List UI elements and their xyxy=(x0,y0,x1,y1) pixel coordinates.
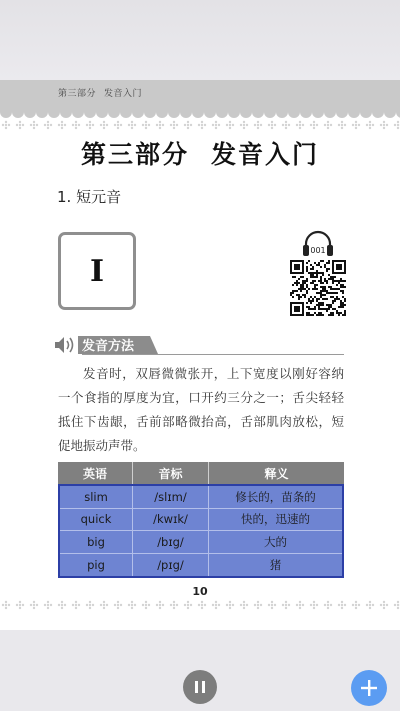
dot-border-bottom xyxy=(0,598,400,612)
table-row[interactable] xyxy=(60,531,342,554)
meaning-cell: 猪 xyxy=(269,557,282,572)
phonetic-cell: /slɪm/ xyxy=(133,486,209,508)
add-button[interactable] xyxy=(351,670,387,706)
table-row[interactable] xyxy=(60,554,342,577)
phonetic-cell: /kwɪk/ xyxy=(133,509,209,531)
header-part: 第三部分 xyxy=(58,89,97,99)
page-title xyxy=(0,135,400,171)
header-meaning: 释义 xyxy=(264,466,289,481)
running-header xyxy=(58,86,142,99)
top-area xyxy=(0,0,400,80)
meaning-cell: 修长的，苗条的 xyxy=(235,489,316,504)
qr-code[interactable] xyxy=(290,260,346,316)
word-cell: big xyxy=(60,531,133,553)
phonetic-cell: /pɪg/ xyxy=(133,554,209,577)
audio-track-number: 001 xyxy=(310,246,326,255)
phonetic-cell: /bɪg/ xyxy=(133,531,209,553)
title-part: 第三部分 xyxy=(80,140,189,169)
method-underline xyxy=(82,354,344,355)
pause-icon xyxy=(193,681,207,693)
word-table-highlight[interactable] xyxy=(58,484,344,578)
word-cell: quick xyxy=(60,509,133,531)
method-heading xyxy=(54,334,344,356)
dot-border-top xyxy=(0,118,400,132)
section-heading: 1. 短元音 xyxy=(57,188,122,206)
table-row[interactable] xyxy=(60,509,342,532)
header-english: 英语 xyxy=(58,462,133,484)
meaning-cell: 大的 xyxy=(264,534,287,549)
method-paragraph: 发音时，双唇微微张开，上下宽度以刚好容纳一个食指的厚度为宜，口开约三分之一；舌尖轻轻抵住下齿龈，舌前部略微抬高，舌部肌肉放松，短促地振动声带。 xyxy=(58,366,344,453)
word-cell: pig xyxy=(60,554,133,577)
table-row[interactable] xyxy=(60,486,342,509)
page-header xyxy=(0,80,400,110)
headphone-icon[interactable] xyxy=(300,230,336,260)
plus-icon xyxy=(360,679,378,697)
table-header xyxy=(58,462,344,484)
pause-button[interactable] xyxy=(183,670,217,704)
header-section: 发音入门 xyxy=(104,89,143,99)
meaning-cell: 快的，迅速的 xyxy=(241,512,310,527)
method-label: 发音方法 xyxy=(82,339,135,354)
phoneme-symbol: I xyxy=(89,253,105,289)
phoneme-card[interactable] xyxy=(58,232,136,310)
speaker-icon[interactable] xyxy=(54,336,76,354)
header-phonetic: 音标 xyxy=(133,462,209,484)
page-number: 10 xyxy=(192,585,208,598)
word-cell: slim xyxy=(60,486,133,508)
title-name: 发音入门 xyxy=(211,140,320,169)
book-page xyxy=(0,80,400,630)
